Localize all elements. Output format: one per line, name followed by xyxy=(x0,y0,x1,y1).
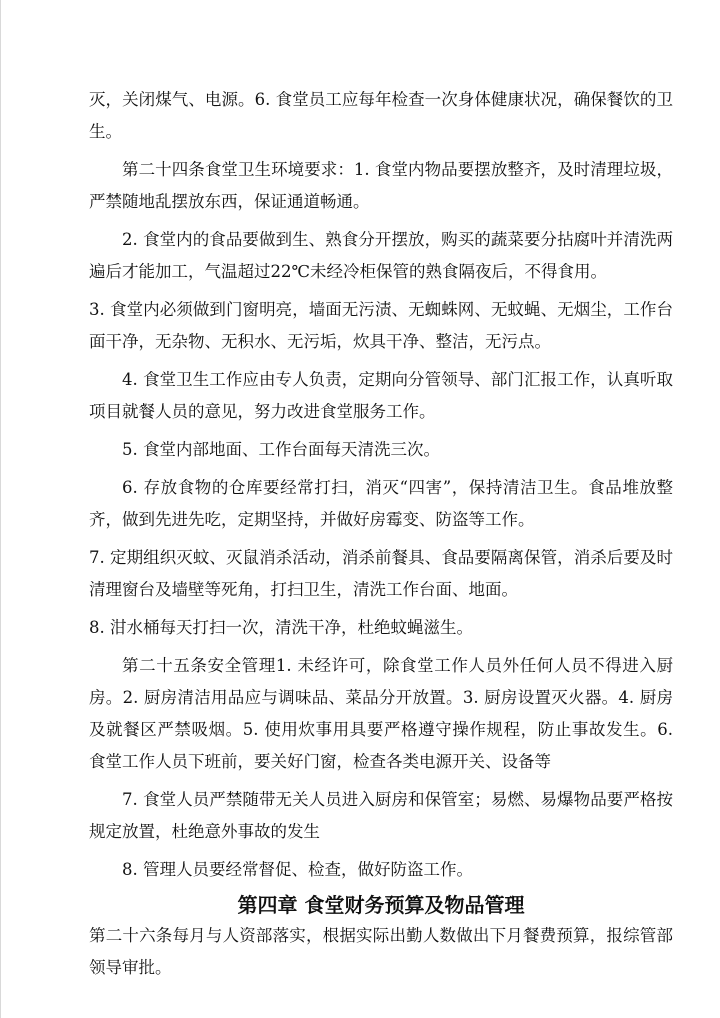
paragraph-8: 7. 定期组织灭蚊、灭鼠消杀活动，消杀前餐具、食品要隔离保管，消杀后要及时清理窗台及墙壁等死角，打扫卫生，清洗工作台面、地面。 xyxy=(89,548,673,599)
paragraph-5: 4. 食堂卫生工作应由专人负责，定期向分管领导、部门汇报工作，认真听取项目就餐人员的意见，努力改进食堂服务工作。 xyxy=(89,370,673,421)
paragraph-article-25: 第二十五条安全管理1. 未经许可，除食堂工作人员外任何人员不得进入厨房。2. 厨房清洁用品应与调味品、菜品分开放置。3. 厨房设置灭火器。4. 厨房及就餐区严禁吸烟。5. 使用炊事用具要严格遵守操作规程，防止事故发生。6. 食堂工作人员下班前，要关好门窗，检查各类电源开关、设备等 xyxy=(89,656,679,771)
paragraph-4: 3. 食堂内必须做到门窗明亮，墙面无污渍、无蜘蛛网、无蚊蝇、无烟尘，工作台面干净，无杂物、无积水、无污垢，炊具干净、整洁，无污点。 xyxy=(89,300,673,351)
paragraph-1: 灭，关闭煤气、电源。6. 食堂员工应每年检查一次身体健康状况，确保餐饮的卫生。 xyxy=(89,90,673,141)
paragraph-7: 6. 存放食物的仓库要经常打扫，消灭“四害”，保持清洁卫生。食品堆放整齐，做到先进先吃，定期坚持，并做好房霉变、防盗等工作。 xyxy=(89,478,673,529)
document-body xyxy=(89,84,679,990)
paragraph-12: 8. 管理人员要经常督促、检查，做好防盗工作。 xyxy=(122,860,473,879)
paragraph-6: 5. 食堂内部地面、工作台面每天清洗三次。 xyxy=(122,440,440,459)
paragraph-article-24: 第二十四条食堂卫生环境要求：1. 食堂内物品要摆放整齐，及时清理垃圾，严禁随地乱摆放东西，保证通道畅通。 xyxy=(89,160,673,211)
paragraph-article-26: 第二十六条每月与人资部落实，根据实际出勤人数做出下月餐费预算，报综管部领导审批。 xyxy=(89,926,673,977)
paragraph-3: 2. 食堂内的食品要做到生、熟食分开摆放，购买的蔬菜要分拈腐叶并清洗两遍后才能加工，气温超过22℃未经冷柜保管的熟食隔夜后，不得食用。 xyxy=(89,230,673,281)
paragraph-11: 7. 食堂人员严禁随带无关人员进入厨房和保管室；易燃、易爆物品要严格按规定放置，杜绝意外事故的发生 xyxy=(89,790,673,841)
chapter-heading: 第四章 食堂财务预算及物品管理 xyxy=(237,893,525,917)
paragraph-9: 8. 泔水桶每天打扫一次，清洗干净，杜绝蚊蝇滋生。 xyxy=(89,618,473,637)
